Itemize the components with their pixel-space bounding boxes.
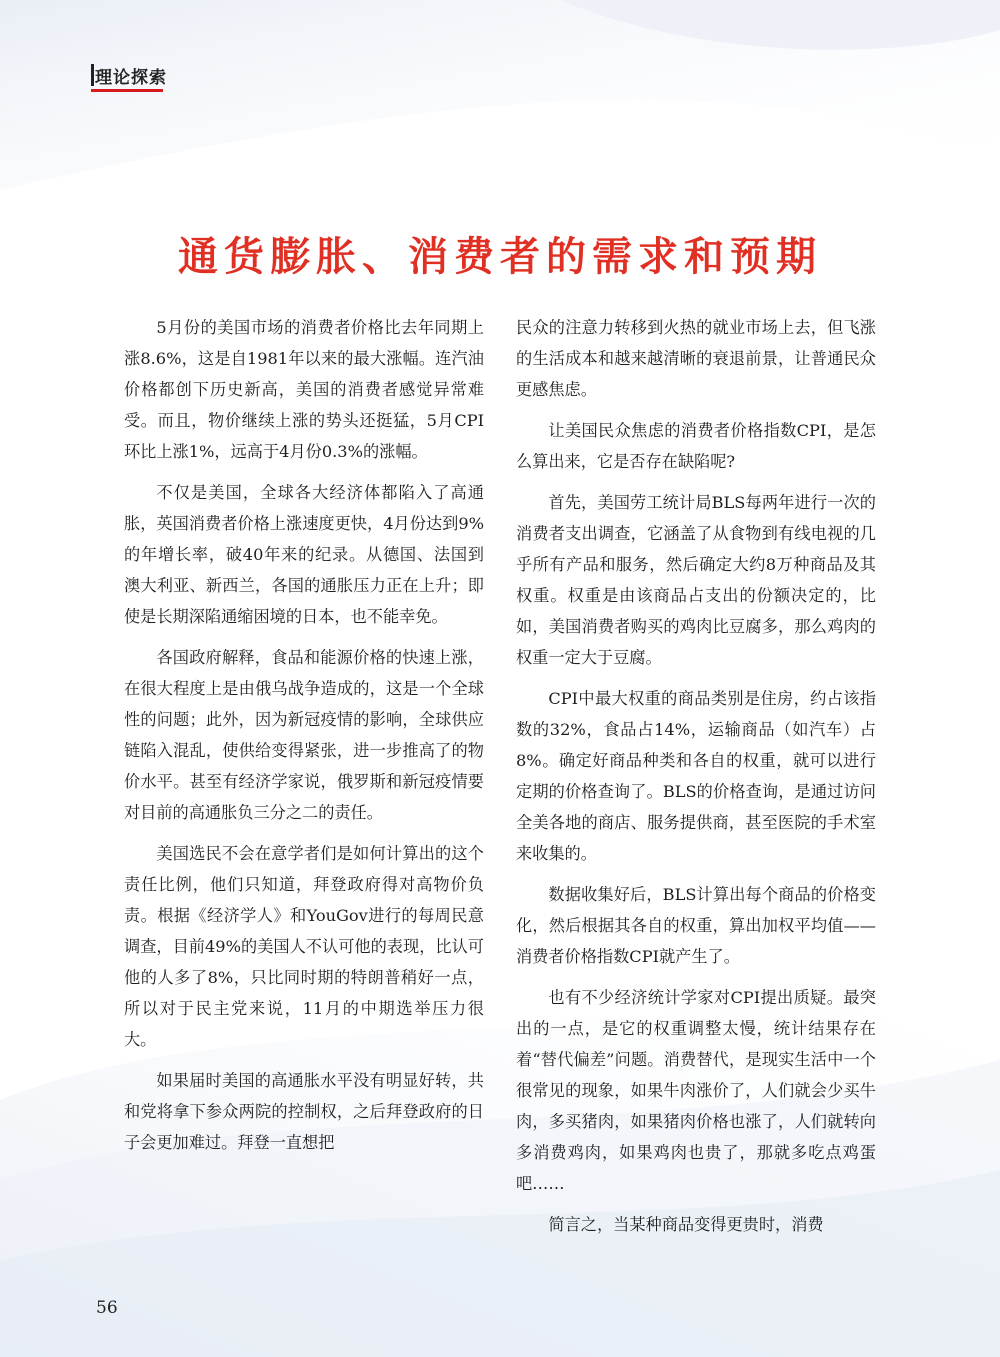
paragraph: 让美国民众焦虑的消费者价格指数CPI，是怎么算出来，它是否存在缺陷呢? — [516, 421, 876, 471]
paragraph: CPI中最大权重的商品类别是住房，约占该指数的32%，食品占14%，运输商品（如汽车）占8%。确定好商品种类和各自的权重，就可以进行定期的价格查询了。BLS的价格查询，是通过访问全美各地的商店、服务提供商，甚至医院的手术室来收集的。 — [516, 689, 876, 863]
article-column-left — [124, 312, 484, 1168]
page-number: 56 — [96, 1298, 118, 1318]
article-title: 通货膨胀、消费者的需求和预期 — [178, 234, 822, 280]
paragraph-continued: 民众的注意力转移到火热的就业市场上去，但飞涨的生活成本和越来越清晰的衰退前景，让普通民众更感焦虑。 — [516, 318, 876, 399]
paragraph: 各国政府解释，食品和能源价格的快速上涨，在很大程度上是由俄乌战争造成的，这是一个全球性的问题；此外，因为新冠疫情的影响，全球供应链陷入混乱，使供给变得紧张，进一步推高了的物价水平。甚至有经济学家说，俄罗斯和新冠疫情要对目前的高通胀负三分之二的责任。 — [124, 648, 484, 822]
paragraph: 如果届时美国的高通胀水平没有明显好转，共和党将拿下参众两院的控制权，之后拜登政府的日子会更加难过。拜登一直想把 — [124, 1071, 484, 1152]
section-tag-bar — [91, 64, 94, 86]
section-tag: 理论探索 — [95, 68, 167, 88]
paragraph: 简言之，当某种商品变得更贵时，消费 — [548, 1215, 824, 1234]
paragraph: 不仅是美国，全球各大经济体都陷入了高通胀，英国消费者价格上涨速度更快，4月份达到9%的年增长率，破40年来的纪录。从德国、法国到澳大利亚、新西兰，各国的通胀压力正在上升；即使是长期深陷通缩困境的日本，也不能幸免。 — [124, 483, 484, 626]
section-tag-underline — [91, 89, 163, 92]
article-column-right — [516, 312, 876, 1250]
paragraph: 5月份的美国市场的消费者价格比去年同期上涨8.6%，这是自1981年以来的最大涨幅。连汽油价格都创下历史新高，美国的消费者感觉异常难受。而且，物价继续上涨的势头还挺猛，5月CPI环比上涨1%，远高于4月份0.3%的涨幅。 — [124, 318, 484, 461]
paragraph: 也有不少经济统计学家对CPI提出质疑。最突出的一点，是它的权重调整太慢，统计结果存在着“替代偏差”问题。消费替代，是现实生活中一个很常见的现象，如果牛肉涨价了，人们就会少买牛肉，多买猪肉，如果猪肉价格也涨了，人们就转向多消费鸡肉，如果鸡肉也贵了，那就多吃点鸡蛋吧…… — [516, 988, 876, 1193]
paragraph: 首先，美国劳工统计局BLS每两年进行一次的消费者支出调查，它涵盖了从食物到有线电视的几乎所有产品和服务，然后确定大约8万种商品及其权重。权重是由该商品占支出的份额决定的，比如，美国消费者购买的鸡肉比豆腐多，那么鸡肉的权重一定大于豆腐。 — [516, 493, 876, 667]
paragraph: 美国选民不会在意学者们是如何计算出的这个责任比例，他们只知道，拜登政府得对高物价负责。根据《经济学人》和YouGov进行的每周民意调查，目前49%的美国人不认可他的表现，比认可他的人多了8%，只比同时期的特朗普稍好一点，所以对于民主党来说，11月的中期选举压力很大。 — [124, 844, 484, 1049]
paragraph: 数据收集好后，BLS计算出每个商品的价格变化，然后根据其各自的权重，算出加权平均值——消费者价格指数CPI就产生了。 — [516, 885, 876, 966]
